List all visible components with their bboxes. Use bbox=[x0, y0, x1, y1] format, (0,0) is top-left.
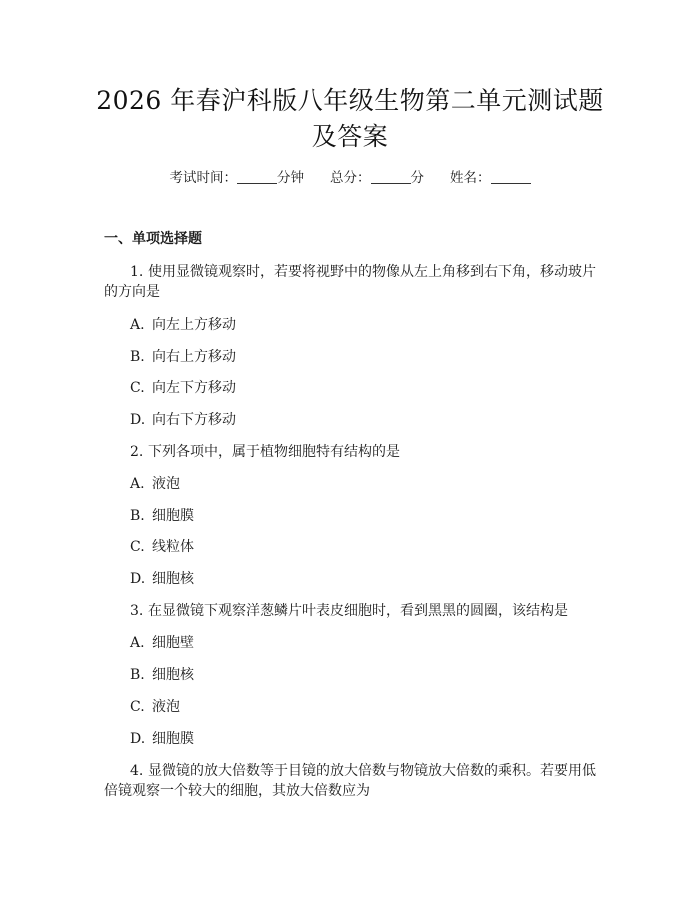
question-number: 2. bbox=[130, 444, 144, 460]
option-letter: C. bbox=[130, 380, 145, 396]
question-number: 3. bbox=[130, 603, 144, 619]
option-text: 细胞壁 bbox=[152, 635, 194, 651]
question-3-option-b bbox=[130, 665, 194, 685]
question-3-option-d bbox=[130, 729, 194, 749]
question-3-option-a bbox=[130, 633, 194, 653]
question-1-option-a bbox=[130, 315, 236, 335]
question-1-option-b bbox=[130, 347, 236, 367]
section-heading: 一、单项选择题 bbox=[104, 231, 202, 247]
name-blank bbox=[491, 169, 531, 184]
question-text: 使用显微镜观察时，若要将视野中的物像从左上角移到右下角，移动玻片 bbox=[148, 264, 596, 280]
option-letter: C. bbox=[130, 539, 145, 555]
option-letter: B. bbox=[130, 349, 145, 365]
option-letter: A. bbox=[130, 476, 145, 492]
question-2-option-b bbox=[130, 506, 194, 526]
question-1-option-d bbox=[130, 410, 236, 430]
question-3 bbox=[130, 601, 568, 621]
score-blank bbox=[371, 169, 411, 184]
option-text: 向左上方移动 bbox=[152, 317, 236, 333]
name-label: 姓名： bbox=[450, 170, 491, 186]
question-4-continued: 倍镜观察一个较大的细胞，其放大倍数应为 bbox=[104, 783, 370, 799]
option-text: 液泡 bbox=[152, 476, 180, 492]
time-blank bbox=[237, 169, 277, 184]
question-2 bbox=[130, 442, 400, 462]
score-unit: 分 bbox=[410, 170, 424, 186]
question-2-option-a bbox=[130, 474, 180, 494]
question-4 bbox=[130, 761, 596, 781]
question-text: 下列各项中，属于植物细胞特有结构的是 bbox=[148, 444, 400, 460]
option-text: 细胞核 bbox=[152, 667, 194, 683]
question-1-option-c bbox=[130, 378, 236, 398]
score-label: 总分： bbox=[330, 170, 371, 186]
option-letter: C. bbox=[130, 699, 145, 715]
option-text: 向右上方移动 bbox=[152, 349, 236, 365]
question-1-continued: 的方向是 bbox=[104, 284, 160, 300]
option-text: 液泡 bbox=[152, 699, 180, 715]
question-number: 1. bbox=[130, 264, 144, 280]
option-text: 向右下方移动 bbox=[152, 412, 236, 428]
option-letter: B. bbox=[130, 508, 145, 524]
option-text: 向左下方移动 bbox=[152, 380, 236, 396]
question-text: 显微镜的放大倍数等于目镜的放大倍数与物镜放大倍数的乘积。若要用低 bbox=[148, 763, 596, 779]
document-title-line-2: 及答案 bbox=[311, 122, 389, 151]
question-1 bbox=[130, 262, 596, 282]
question-2-option-d bbox=[130, 569, 194, 589]
question-3-option-c bbox=[130, 697, 180, 717]
option-letter: D. bbox=[130, 412, 146, 428]
option-letter: B. bbox=[130, 667, 145, 683]
document-title-line-1: 2026 年春沪科版八年级生物第二单元测试题 bbox=[96, 86, 604, 115]
option-letter: A. bbox=[130, 635, 145, 651]
question-number: 4. bbox=[130, 763, 144, 779]
exam-info bbox=[0, 168, 700, 188]
option-text: 细胞膜 bbox=[152, 508, 194, 524]
time-label: 考试时间： bbox=[169, 170, 237, 186]
option-letter: D. bbox=[130, 731, 146, 747]
time-unit: 分钟 bbox=[277, 170, 304, 186]
option-letter: D. bbox=[130, 571, 146, 587]
question-text: 在显微镜下观察洋葱鳞片叶表皮细胞时，看到黑黑的圆圈，该结构是 bbox=[148, 603, 568, 619]
option-text: 线粒体 bbox=[152, 539, 194, 555]
option-text: 细胞膜 bbox=[152, 731, 194, 747]
option-letter: A. bbox=[130, 317, 145, 333]
option-text: 细胞核 bbox=[152, 571, 194, 587]
question-2-option-c bbox=[130, 537, 194, 557]
